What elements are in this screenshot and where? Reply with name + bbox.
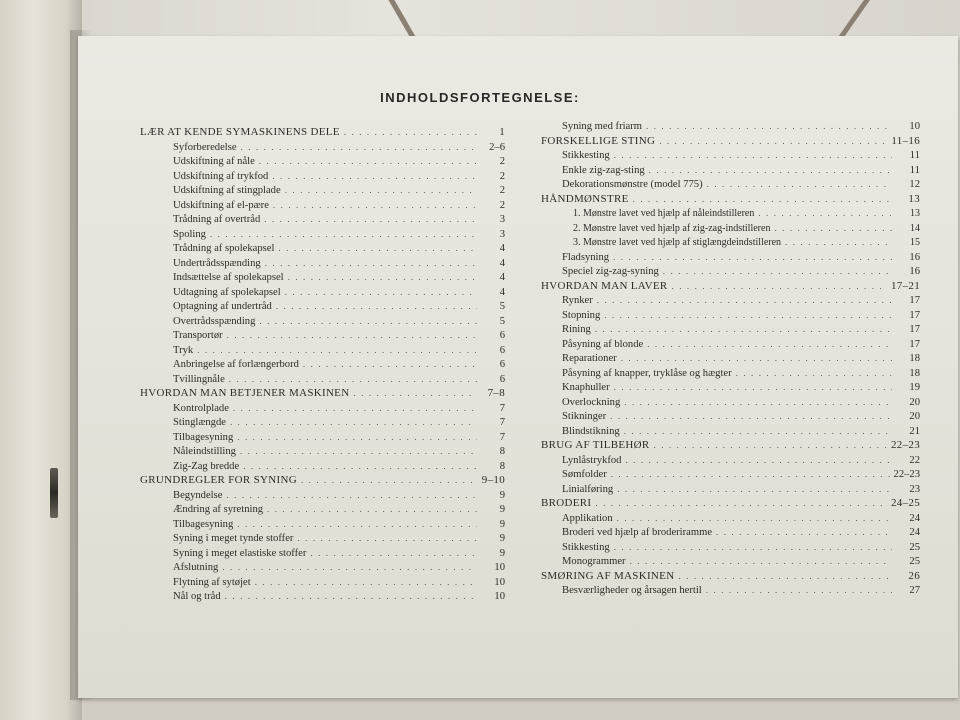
toc-page-number: 22–23 (891, 439, 920, 451)
dot-leader (233, 401, 477, 416)
toc-entry (140, 531, 505, 546)
toc-entry-label: Rining (562, 324, 591, 335)
toc-entry (140, 401, 505, 416)
toc-entry-label: 2. Mønstre lavet ved hjælp af zig-zag-indstilleren (573, 222, 771, 234)
toc-entry (535, 163, 920, 178)
dot-leader (736, 366, 892, 381)
toc-entry-label: Syning i meget elastiske stoffer (173, 547, 307, 559)
toc-entry-label: Flytning af sytøjet (173, 576, 251, 588)
dot-leader (624, 395, 892, 410)
toc-entry (140, 154, 505, 169)
toc-page-number: 6 (499, 359, 505, 370)
dot-leader (267, 502, 477, 517)
toc-entry (535, 525, 920, 540)
toc-entry-label: Zig-Zag bredde (173, 460, 240, 472)
toc-section (140, 473, 505, 488)
dot-leader (610, 409, 892, 424)
toc-entry-label: Spoling (173, 228, 206, 240)
toc-entry (140, 517, 505, 532)
toc-page-number: 10 (494, 576, 505, 588)
toc-entry (535, 206, 920, 221)
toc-page-number: 1 (499, 126, 505, 138)
toc-entry (140, 169, 505, 184)
toc-page-number: 14 (910, 222, 920, 234)
toc-entry-label: Sømfolder (562, 469, 607, 480)
toc-entry-label: Optagning af undertråd (173, 301, 272, 312)
dot-leader (785, 235, 892, 250)
toc-entry-label: Stikkesting (562, 541, 610, 553)
toc-entry-label: Fladsyning (562, 251, 610, 263)
dot-leader (264, 212, 477, 227)
toc-page-number: 10 (494, 562, 505, 573)
toc-entry-label: Broderi ved hjælp af broderiramme (562, 527, 713, 538)
toc-entry (535, 467, 920, 482)
toc-entry (140, 256, 505, 271)
toc-entry (535, 482, 920, 497)
dot-leader (229, 372, 477, 387)
dot-leader (278, 241, 477, 256)
toc-entry-label: Afslutning (173, 562, 219, 573)
dot-leader (303, 357, 477, 372)
dot-leader (297, 531, 477, 546)
toc-entry (140, 343, 505, 358)
toc-page-number: 17 (909, 338, 920, 350)
toc-entry (140, 575, 505, 590)
toc-entry-label: Anbringelse af forlængerbord (173, 359, 299, 370)
page-title: INDHOLDSFORTEGNELSE: (380, 90, 580, 105)
toc-page-number: 9 (499, 489, 505, 501)
toc-entry (535, 409, 920, 424)
toc-entry-label: Lynlåstrykfod (562, 454, 622, 466)
toc-entry-label: 1. Mønstre lavet ved hjælp af nåleindstilleren (573, 208, 755, 219)
toc-page-number: 2–6 (489, 141, 505, 153)
toc-entry-label: SMØRING AF MASKINEN (541, 569, 675, 582)
toc-entry-label: Begyndelse (173, 489, 223, 501)
toc-entry-label: Påsyning af blonde (562, 338, 644, 350)
toc-entry-label: HÅNDMØNSTRE (541, 192, 629, 205)
toc-entry-label: Enkle zig-zag-sting (562, 164, 645, 176)
toc-entry-label: Syforberedelse (173, 141, 237, 153)
toc-page-number: 17–21 (891, 279, 920, 292)
toc-page-number: 4 (499, 272, 505, 283)
toc-entry-label: Trådning af overtråd (173, 214, 261, 225)
dot-leader (353, 386, 477, 401)
toc-entry-label: Stikninger (562, 411, 607, 422)
toc-page-number: 16 (909, 266, 920, 277)
toc-page-number: 4 (499, 243, 505, 254)
toc-page-number: 12 (909, 179, 920, 190)
toc-entry-label: Kontrolplade (173, 402, 229, 414)
toc-page-number: 9 (499, 504, 505, 515)
toc-entry (140, 299, 505, 314)
dot-leader (288, 270, 477, 285)
dot-leader (613, 250, 892, 265)
toc-entry-label: Overtrådsspænding (173, 315, 256, 327)
toc-left-column (140, 125, 505, 604)
dot-leader (611, 467, 890, 482)
toc-section (140, 386, 505, 401)
toc-entry (140, 444, 505, 459)
dot-leader (707, 177, 892, 192)
toc-entry (140, 314, 505, 329)
toc-entry-label: Overlockning (562, 396, 621, 408)
toc-entry-label: 3. Mønstre lavet ved hjælp af stiglængdeindstilleren (573, 237, 782, 248)
toc-page-number: 10 (909, 121, 920, 132)
toc-page-number: 2 (499, 185, 505, 196)
toc-entry-label: Indsættelse af spolekapsel (173, 272, 284, 283)
toc-entry-label: Trådning af spolekapsel (173, 243, 275, 254)
toc-entry (535, 424, 920, 439)
toc-entry-label: Udskiftning af el-pære (173, 199, 269, 211)
dot-leader (649, 163, 892, 178)
dot-leader (222, 560, 477, 575)
dot-leader (225, 589, 477, 604)
dot-leader (678, 569, 892, 584)
toc-entry (140, 270, 505, 285)
dot-leader (241, 140, 477, 155)
toc-entry (140, 546, 505, 561)
toc-page-number: 3 (499, 214, 505, 225)
dot-leader (243, 459, 477, 474)
toc-page-number: 6 (499, 330, 505, 341)
toc-page-number: 7–8 (487, 387, 505, 399)
toc-entry (140, 372, 505, 387)
toc-entry-label: Tilbagesyning (173, 431, 234, 443)
dot-leader (646, 119, 892, 134)
toc-page-number: 15 (910, 237, 920, 248)
toc-entry (140, 227, 505, 242)
toc-entry (535, 235, 920, 250)
toc-entry-label: Udskiftning af trykfod (173, 170, 269, 182)
toc-page-number: 9 (499, 518, 505, 530)
toc-page-number: 9 (499, 533, 505, 544)
toc-page-number: 19 (909, 382, 920, 393)
dot-leader (237, 430, 477, 445)
dot-leader (647, 337, 892, 352)
toc-page-number: 8 (499, 460, 505, 472)
dot-leader (706, 583, 892, 598)
toc-entry-label: Tvillingnåle (173, 373, 225, 385)
toc-page-number: 11 (909, 150, 920, 161)
toc-section (535, 279, 920, 294)
toc-entry (140, 560, 505, 575)
toc-entry (140, 183, 505, 198)
toc-entry-label: Speciel zig-zag-syning (562, 266, 659, 277)
toc-entry-label: Blindstikning (562, 425, 620, 437)
toc-entry (140, 589, 505, 604)
dot-leader (614, 540, 892, 555)
toc-entry (535, 337, 920, 352)
toc-entry-label: BRUG AF TILBEHØR (541, 439, 650, 451)
dot-leader (285, 285, 477, 300)
toc-entry-label: Nåleindstilling (173, 446, 236, 457)
toc-entry (535, 308, 920, 323)
toc-page-number: 21 (909, 425, 920, 437)
toc-page-number: 11 (909, 164, 920, 176)
toc-entry-label: Tilbagesyning (173, 518, 234, 530)
toc-entry (535, 453, 920, 468)
toc-entry (535, 380, 920, 395)
toc-page-number: 9–10 (481, 474, 505, 486)
toc-page-number: 24 (909, 512, 920, 524)
toc-section (535, 438, 920, 453)
toc-entry-label: Applikation (562, 512, 613, 524)
toc-page-number: 7 (499, 417, 505, 428)
toc-page-number: 25 (909, 556, 920, 567)
toc-page-number: 25 (909, 541, 920, 553)
dot-leader (604, 308, 892, 323)
toc-page-number: 22 (909, 454, 920, 466)
toc-page-number: 13 (908, 192, 920, 205)
dot-leader (630, 554, 892, 569)
dot-leader (595, 496, 887, 511)
dot-leader (197, 343, 477, 358)
dot-leader (617, 482, 892, 497)
dot-leader (273, 198, 477, 213)
dot-leader (272, 169, 477, 184)
toc-entry (535, 540, 920, 555)
toc-entry-label: HVORDAN MAN BETJENER MASKINEN (140, 387, 350, 399)
toc-page-number: 4 (499, 286, 505, 298)
toc-page-number: 24 (909, 527, 920, 538)
dot-leader (633, 192, 892, 207)
dot-leader (654, 438, 888, 453)
dot-leader (621, 351, 892, 366)
dot-leader (625, 453, 892, 468)
toc-page-number: 4 (499, 257, 505, 269)
toc-entry-label: Syning i meget tynde stoffer (173, 533, 294, 544)
toc-page-number: 5 (499, 315, 505, 327)
toc-page-number: 17 (909, 295, 920, 306)
dot-leader (614, 380, 892, 395)
dot-leader (758, 206, 892, 221)
toc-page-number: 18 (909, 353, 920, 364)
toc-entry-label: Reparationer (562, 353, 617, 364)
toc-entry (535, 221, 920, 236)
toc-entry-label: Besværligheder og årsagen hertil (562, 585, 702, 596)
toc-entry (535, 148, 920, 163)
toc-entry-label: Stinglængde (173, 417, 226, 428)
toc-page-number: 6 (499, 344, 505, 356)
toc-entry (140, 241, 505, 256)
toc-page-number: 17 (909, 309, 920, 321)
toc-page-number: 10 (494, 591, 505, 602)
toc-entry-label: HVORDAN MAN LAVER (541, 279, 668, 292)
toc-section (140, 125, 505, 140)
toc-page-number: 3 (499, 228, 505, 240)
toc-entry-label: Syning med friarm (562, 121, 643, 132)
toc-entry-label: Linialføring (562, 483, 614, 495)
dot-leader (617, 511, 892, 526)
toc-right-column (535, 119, 920, 598)
toc-page-number: 26 (908, 569, 920, 582)
dot-leader (614, 148, 892, 163)
dot-leader (344, 125, 477, 140)
dot-leader (265, 256, 477, 271)
toc-entry-label: Udskiftning af stingplade (173, 185, 281, 196)
dot-leader (210, 227, 477, 242)
toc-entry-label: FORSKELLIGE STING (541, 134, 656, 147)
toc-entry (535, 293, 920, 308)
dot-leader (624, 424, 892, 439)
toc-entry (140, 212, 505, 227)
binding-staple (50, 468, 58, 518)
toc-entry-label: Påsyning af knapper, tryklåse og hægter (562, 367, 732, 379)
dot-leader (301, 473, 477, 488)
toc-section (535, 192, 920, 207)
toc-entry (535, 250, 920, 265)
toc-page-number: 11–16 (891, 134, 920, 147)
toc-entry-label: Rynker (562, 295, 593, 306)
dot-leader (259, 314, 477, 329)
toc-entry (140, 140, 505, 155)
dot-leader (663, 264, 892, 279)
toc-page-number: 23 (909, 483, 920, 495)
dot-leader (255, 575, 477, 590)
dot-leader (597, 293, 892, 308)
toc-entry (140, 502, 505, 517)
toc-page-number: 2 (499, 170, 505, 182)
toc-entry (535, 119, 920, 134)
toc-entry (535, 322, 920, 337)
toc-section (535, 134, 920, 149)
toc-entry-label: Transportør (173, 330, 223, 341)
toc-entry-label: BRODERI (541, 497, 592, 509)
dot-leader (226, 488, 477, 503)
toc-entry (535, 366, 920, 381)
toc-entry (535, 511, 920, 526)
toc-entry (140, 488, 505, 503)
dot-leader (230, 415, 477, 430)
dot-leader (276, 299, 477, 314)
toc-entry-label: Ændring af syretning (173, 504, 264, 515)
toc-section (535, 496, 920, 511)
toc-page-number: 5 (499, 301, 505, 312)
toc-page-number: 6 (499, 373, 505, 385)
dot-leader (672, 279, 887, 294)
toc-page-number: 17 (909, 324, 920, 335)
toc-page-number: 20 (909, 396, 920, 408)
toc-entry (535, 264, 920, 279)
dot-leader (237, 517, 477, 532)
toc-entry-label: Dekorationsmønstre (model 775) (562, 179, 703, 190)
toc-entry-label: Undertrådsspænding (173, 257, 261, 269)
toc-page-number: 8 (499, 446, 505, 457)
toc-entry (535, 177, 920, 192)
toc-entry-label: Stopning (562, 309, 601, 321)
toc-page-number: 9 (499, 547, 505, 559)
toc-page-number: 7 (499, 431, 505, 443)
toc-entry (140, 328, 505, 343)
toc-page-number: 7 (499, 402, 505, 414)
toc-page-number: 18 (909, 367, 920, 379)
toc-entry-label: Knaphuller (562, 382, 610, 393)
toc-entry (535, 554, 920, 569)
dot-leader (310, 546, 477, 561)
toc-entry-label: Nål og tråd (173, 591, 221, 602)
toc-page-number: 16 (909, 251, 920, 263)
toc-entry (140, 357, 505, 372)
toc-entry-label: Stikkesting (562, 150, 610, 161)
toc-entry (140, 430, 505, 445)
toc-entry (535, 395, 920, 410)
toc-entry (535, 583, 920, 598)
toc-page-number: 2 (499, 156, 505, 167)
toc-entry (140, 459, 505, 474)
dot-leader (285, 183, 477, 198)
dot-leader (774, 221, 892, 236)
dot-leader (240, 444, 477, 459)
toc-entry-label: Monogrammer (562, 556, 626, 567)
toc-page-number: 27 (909, 585, 920, 596)
toc-entry-label: Udtagning af spolekapsel (173, 286, 281, 298)
toc-section (535, 569, 920, 584)
dot-leader (227, 328, 477, 343)
toc-entry (535, 351, 920, 366)
toc-page-number: 22–23 (893, 469, 920, 480)
toc-entry (140, 198, 505, 213)
toc-entry (140, 285, 505, 300)
dot-leader (595, 322, 892, 337)
toc-entry (140, 415, 505, 430)
toc-entry-label: Udskiftning af nåle (173, 156, 255, 167)
dot-leader (259, 154, 477, 169)
toc-page-number: 24–25 (891, 497, 920, 509)
toc-entry-label: GRUNDREGLER FOR SYNING (140, 474, 297, 486)
toc-entry-label: Tryk (173, 344, 194, 356)
toc-entry-label: LÆR AT KENDE SYMASKINENS DELE (140, 126, 340, 138)
dot-leader (659, 134, 887, 149)
toc-page-number: 20 (909, 411, 920, 422)
toc-page-number: 2 (499, 199, 505, 211)
toc-page-number: 13 (910, 208, 920, 219)
dot-leader (716, 525, 892, 540)
floor-tiles (0, 0, 960, 40)
